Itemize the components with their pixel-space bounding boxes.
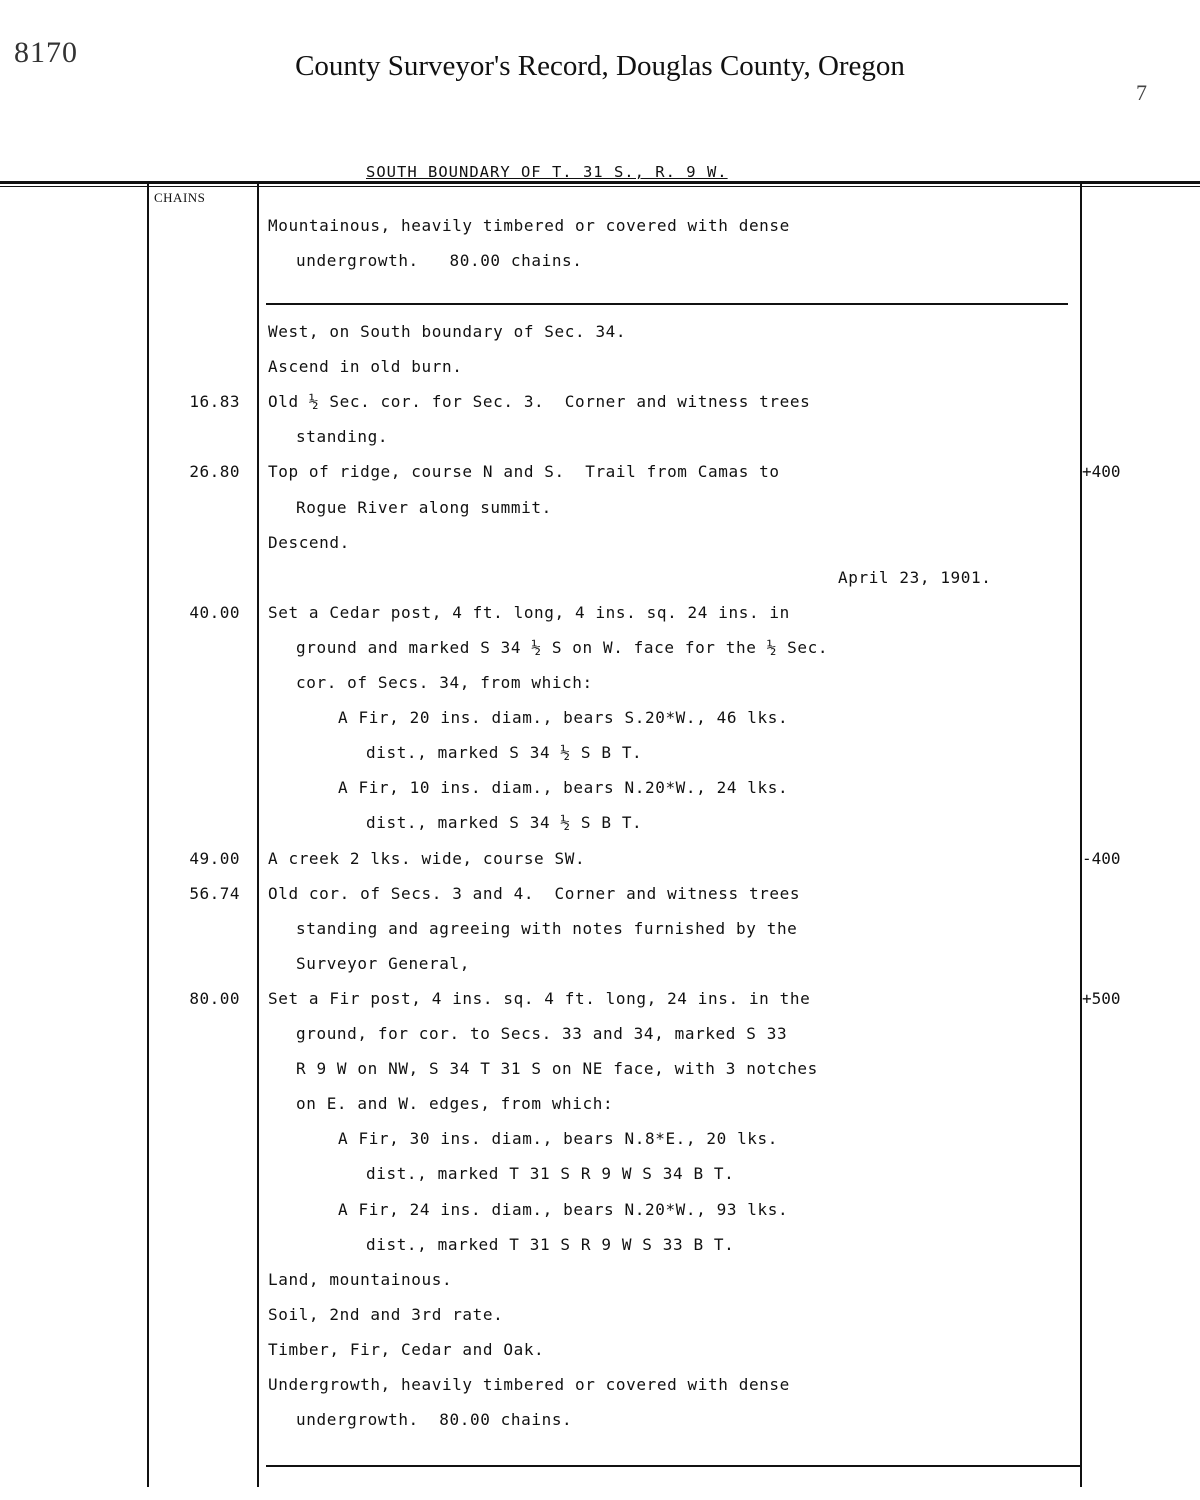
section-heading: SOUTH BOUNDARY OF T. 31 S., R. 9 W. xyxy=(366,163,728,181)
entry-line: Surveyor General, xyxy=(296,953,470,973)
header-rule-bottom xyxy=(0,186,1200,187)
witness-tree-line: dist., marked T 31 S R 9 W S 34 B T. xyxy=(366,1164,735,1184)
witness-tree-line: A Fir, 20 ins. diam., bears S.20*W., 46 lks. xyxy=(338,708,789,728)
entry-line: Rogue River along summit. xyxy=(296,497,552,517)
entry-line: Old cor. of Secs. 3 and 4. Corner and witness trees xyxy=(268,883,801,903)
intro-line: Mountainous, heavily timbered or covered with dense xyxy=(268,216,790,235)
elevation-mark: -400 xyxy=(1082,848,1121,868)
chain-value: 40.00 xyxy=(189,602,240,622)
entry-line: A creek 2 lks. wide, course SW. xyxy=(268,848,586,868)
entry-line: cor. of Secs. 34, from which: xyxy=(296,673,593,692)
entry-line: Set a Cedar post, 4 ft. long, 4 ins. sq. 24 ins. in xyxy=(268,602,790,622)
entry-date: April 23, 1901. xyxy=(838,567,992,587)
chains-column-line xyxy=(257,184,259,1487)
entry-line: Descend. xyxy=(268,532,350,552)
entry-line: ground and marked S 34 ½ S on W. face for the ½ Sec. xyxy=(296,637,829,657)
entry-line: Timber, Fir, Cedar and Oak. xyxy=(268,1339,545,1359)
intro-line: undergrowth. 80.00 chains. xyxy=(296,251,583,271)
entry-line: Soil, 2nd and 3rd rate. xyxy=(268,1304,504,1324)
bottom-divider xyxy=(266,1465,1081,1467)
chain-value: 16.83 xyxy=(189,392,240,412)
witness-tree-line: dist., marked S 34 ½ S B T. xyxy=(366,743,643,763)
left-margin-line xyxy=(147,184,149,1487)
entry-line: standing and agreeing with notes furnished by the xyxy=(296,918,798,938)
elevation-mark: +500 xyxy=(1082,988,1121,1008)
chain-value: 49.00 xyxy=(189,848,240,868)
entry-line: ground, for cor. to Secs. 33 and 34, marked S 33 xyxy=(296,1024,788,1043)
page-number: 8170 xyxy=(14,36,78,69)
witness-tree-line: dist., marked T 31 S R 9 W S 33 B T. xyxy=(366,1234,735,1254)
entry-line: Undergrowth, heavily timbered or covered with dense xyxy=(268,1375,790,1394)
entry-line: Old ½ Sec. cor. for Sec. 3. Corner and witness trees xyxy=(268,392,811,412)
chain-value: 56.74 xyxy=(189,883,240,903)
entry-line: standing. xyxy=(296,427,389,447)
witness-tree-line: A Fir, 30 ins. diam., bears N.8*E., 20 lks. xyxy=(338,1129,779,1149)
chains-column-header: CHAINS xyxy=(154,190,206,205)
entry-line: Set a Fir post, 4 ins. sq. 4 ft. long, 24 ins. in the xyxy=(268,988,811,1008)
page-title: County Surveyor's Record, Douglas County, Oregon xyxy=(295,50,905,82)
entry-line: R 9 W on NW, S 34 T 31 S on NE face, with 3 notches xyxy=(296,1059,818,1079)
section-divider xyxy=(266,303,1068,305)
elevation-mark: +400 xyxy=(1082,462,1121,482)
entry-line: Top of ridge, course N and S. Trail from Camas to xyxy=(268,462,780,482)
chain-value: 26.80 xyxy=(189,462,240,482)
right-margin-line xyxy=(1080,184,1082,1487)
entry-line: Ascend in old burn. xyxy=(268,357,463,377)
header-rule-top xyxy=(0,181,1200,184)
entry-line: undergrowth. 80.00 chains. xyxy=(296,1410,573,1430)
side-mark: 7 xyxy=(1136,80,1147,105)
entry-line: West, on South boundary of Sec. 34. xyxy=(268,322,627,341)
witness-tree-line: A Fir, 24 ins. diam., bears N.20*W., 93 lks. xyxy=(338,1199,789,1219)
entry-line: on E. and W. edges, from which: xyxy=(296,1094,614,1114)
entry-line: Land, mountainous. xyxy=(268,1269,453,1289)
chain-value: 80.00 xyxy=(189,988,240,1008)
witness-tree-line: dist., marked S 34 ½ S B T. xyxy=(366,813,643,833)
witness-tree-line: A Fir, 10 ins. diam., bears N.20*W., 24 lks. xyxy=(338,778,789,798)
